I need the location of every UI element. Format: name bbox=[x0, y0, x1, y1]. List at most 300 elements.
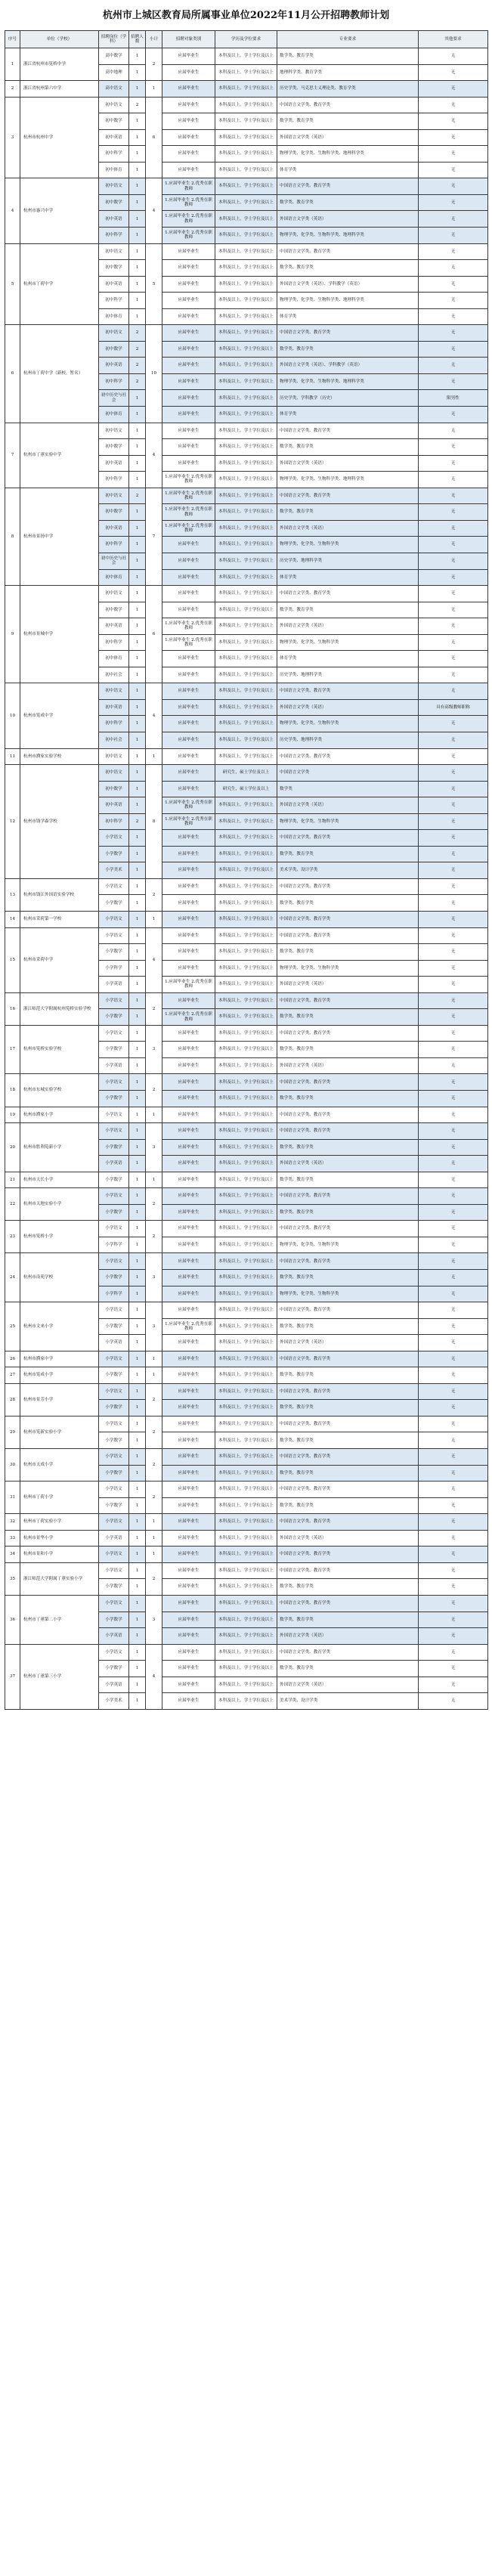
cell-target: 应届毕业生 bbox=[162, 1383, 215, 1400]
cell-school: 杭州市采荷中学 bbox=[20, 927, 99, 992]
cell-major: 数学类、教育学类 bbox=[277, 1465, 419, 1482]
cell-other: 无 bbox=[419, 504, 488, 521]
cell-subject: 小学数学 bbox=[99, 1400, 129, 1416]
cell-count: 1 bbox=[129, 634, 146, 651]
cell-subject: 初中语文 bbox=[99, 325, 129, 342]
cell-other: 无 bbox=[419, 1253, 488, 1270]
cell-other: 无 bbox=[419, 1547, 488, 1563]
cell-count: 1 bbox=[129, 1351, 146, 1367]
cell-major: 中国语言文学类、教育学类 bbox=[277, 1383, 419, 1400]
cell-subject: 小学美术 bbox=[99, 862, 129, 879]
cell-degree: 本科及以上，学士学位及以上 bbox=[215, 520, 277, 537]
cell-count: 1 bbox=[129, 260, 146, 277]
cell-major: 物理学类、化学类、生物科学类、地理科学类 bbox=[277, 373, 419, 390]
cell-subject: 初中科学 bbox=[99, 634, 129, 651]
cell-major: 外国语言文学类（英语） bbox=[277, 455, 419, 472]
cell-target: 应届毕业生 bbox=[162, 1465, 215, 1482]
cell-subject: 初中语文 bbox=[99, 488, 129, 504]
cell-other: 无 bbox=[419, 977, 488, 993]
cell-major: 数学类、教育学类 bbox=[277, 1091, 419, 1107]
cell-count: 2 bbox=[129, 341, 146, 358]
cell-target: 应届毕业生 bbox=[162, 341, 215, 358]
cell-degree: 本科及以上，学士学位及以上 bbox=[215, 407, 277, 423]
table-row bbox=[5, 683, 488, 700]
cell-degree: 本科及以上，学士学位及以上 bbox=[215, 129, 277, 146]
cell-major: 体育学类 bbox=[277, 651, 419, 667]
cell-other: 无 bbox=[419, 1383, 488, 1400]
cell-school: 杭州市丁蕙第三小学 bbox=[20, 1644, 99, 1709]
cell-school: 杭州市丁荷中学（新校，暂名） bbox=[20, 325, 99, 423]
cell-major: 中国语言文学类、教育学类 bbox=[277, 1514, 419, 1531]
cell-other: 无 bbox=[419, 1482, 488, 1498]
cell-subject: 小学语文 bbox=[99, 1562, 129, 1579]
cell-count: 1 bbox=[129, 781, 146, 797]
table-row bbox=[5, 48, 488, 65]
cell-other: 无 bbox=[419, 1432, 488, 1449]
cell-degree: 本科及以上，学士学位及以上 bbox=[215, 504, 277, 521]
cell-count: 1 bbox=[129, 81, 146, 98]
cell-other: 无 bbox=[419, 358, 488, 374]
cell-target: 应届毕业生 bbox=[162, 243, 215, 260]
cell-count: 1 bbox=[129, 586, 146, 602]
cell-index: 13 bbox=[5, 878, 20, 911]
cell-subject: 初中英语 bbox=[99, 129, 129, 146]
cell-count: 1 bbox=[129, 1156, 146, 1172]
cell-target: 应届毕业生 bbox=[162, 732, 215, 748]
cell-school: 杭州市东城实验学校 bbox=[20, 1074, 99, 1107]
cell-major: 外国语言文学类（英语） bbox=[277, 1156, 419, 1172]
cell-index: 17 bbox=[5, 1025, 20, 1074]
cell-school: 杭州市笕桥实验学校 bbox=[20, 1025, 99, 1074]
cell-count: 1 bbox=[129, 1107, 146, 1123]
cell-degree: 本科及以上，学士学位及以上 bbox=[215, 293, 277, 309]
table-row bbox=[5, 1482, 488, 1498]
cell-other: 无 bbox=[419, 1107, 488, 1123]
cell-target: 应届毕业生 bbox=[162, 373, 215, 390]
cell-other: 无 bbox=[419, 1204, 488, 1221]
cell-count: 1 bbox=[129, 1057, 146, 1074]
cell-target: 应届毕业生 bbox=[162, 878, 215, 895]
cell-degree: 本科及以上，学士学位及以上 bbox=[215, 178, 277, 195]
table-row bbox=[5, 911, 488, 927]
cell-degree: 本科及以上，学士学位及以上 bbox=[215, 1270, 277, 1286]
cell-target: 应届毕业生 bbox=[162, 1057, 215, 1074]
recruitment-table-wrap bbox=[5, 30, 487, 1710]
cell-subject: 小学语文 bbox=[99, 1025, 129, 1042]
cell-degree: 本科及以上，学士学位及以上 bbox=[215, 308, 277, 325]
cell-school: 杭州市濮家小学 bbox=[20, 1107, 99, 1123]
cell-target: 应届毕业生 bbox=[162, 1595, 215, 1612]
cell-index: 21 bbox=[5, 1172, 20, 1188]
cell-target: 应届毕业生 bbox=[162, 162, 215, 178]
cell-major: 中国语言文学类、教育学类 bbox=[277, 423, 419, 439]
cell-subject: 初中数学 bbox=[99, 504, 129, 521]
cell-target: 应届毕业生 bbox=[162, 439, 215, 456]
table-row bbox=[5, 1367, 488, 1384]
cell-count: 1 bbox=[129, 1253, 146, 1270]
cell-other: 无 bbox=[419, 228, 488, 244]
cell-index: 5 bbox=[5, 243, 20, 325]
cell-major: 外国语言文学类（英语） bbox=[277, 129, 419, 146]
cell-target: 应届毕业生 bbox=[162, 1612, 215, 1628]
cell-school: 杭州市笕桥小学 bbox=[20, 1221, 99, 1253]
cell-count: 1 bbox=[129, 944, 146, 961]
cell-degree: 本科及以上，学士学位及以上 bbox=[215, 813, 277, 830]
cell-other: 无 bbox=[419, 373, 488, 390]
cell-count: 1 bbox=[129, 1612, 146, 1628]
cell-subject: 初中数学 bbox=[99, 439, 129, 456]
cell-other: 无 bbox=[419, 1074, 488, 1091]
cell-subtotal: 4 bbox=[146, 178, 162, 243]
cell-degree: 本科及以上，学士学位及以上 bbox=[215, 927, 277, 944]
cell-subtotal: 3 bbox=[146, 1025, 162, 1074]
cell-degree: 本科及以上，学士学位及以上 bbox=[215, 1139, 277, 1156]
cell-school: 杭州市胜利笕新小学 bbox=[20, 1123, 99, 1172]
cell-subtotal: 2 bbox=[146, 992, 162, 1025]
cell-target: 应届毕业生 bbox=[162, 1237, 215, 1253]
cell-index: 32 bbox=[5, 1514, 20, 1531]
cell-subject: 初中体育 bbox=[99, 651, 129, 667]
cell-count: 1 bbox=[129, 1482, 146, 1498]
cell-count: 1 bbox=[129, 308, 146, 325]
cell-count: 1 bbox=[129, 1514, 146, 1531]
cell-degree: 本科及以上，学士学位及以上 bbox=[215, 1057, 277, 1074]
cell-school: 杭州市杭州中学 bbox=[20, 97, 99, 178]
cell-count: 1 bbox=[129, 228, 146, 244]
cell-count: 1 bbox=[129, 960, 146, 977]
cell-subtotal: 2 bbox=[146, 1482, 162, 1514]
cell-count: 1 bbox=[129, 1383, 146, 1400]
cell-major: 中国语言文学类、教育学类 bbox=[277, 1188, 419, 1205]
cell-count: 1 bbox=[129, 862, 146, 879]
cell-major: 中国语言文学类、教育学类 bbox=[277, 1107, 419, 1123]
cell-degree: 本科及以上，学士学位及以上 bbox=[215, 586, 277, 602]
cell-other: 无 bbox=[419, 162, 488, 178]
cell-other: 无 bbox=[419, 472, 488, 488]
cell-subtotal: 7 bbox=[146, 488, 162, 585]
cell-degree: 本科及以上，学士学位及以上 bbox=[215, 569, 277, 586]
cell-school: 杭州市惠兴中学 bbox=[20, 178, 99, 243]
header-major: 专业要求 bbox=[277, 31, 419, 48]
cell-degree: 本科及以上，学士学位及以上 bbox=[215, 341, 277, 358]
cell-target: 应届毕业生 bbox=[162, 407, 215, 423]
cell-other: 无 bbox=[419, 716, 488, 732]
cell-other: 无 bbox=[419, 1172, 488, 1188]
cell-other: 无 bbox=[419, 781, 488, 797]
cell-degree: 本科及以上，学士学位及以上 bbox=[215, 977, 277, 993]
cell-degree: 本科及以上，学士学位及以上 bbox=[215, 1172, 277, 1188]
cell-degree: 本科及以上，学士学位及以上 bbox=[215, 1042, 277, 1058]
cell-other: 无 bbox=[419, 1221, 488, 1237]
cell-target: 应届毕业生 bbox=[162, 48, 215, 65]
table-row bbox=[5, 878, 488, 895]
cell-subtotal: 2 bbox=[146, 878, 162, 911]
cell-major: 美术学类、设计学类 bbox=[277, 1693, 419, 1710]
cell-school: 杭州市钱江外国语实验学校 bbox=[20, 878, 99, 911]
cell-subject: 小学语文 bbox=[99, 1449, 129, 1466]
cell-index: 10 bbox=[5, 683, 20, 748]
cell-major: 外国语言文学类（英语） bbox=[277, 1530, 419, 1547]
table-row bbox=[5, 992, 488, 1009]
cell-major: 数学类、教育学类 bbox=[277, 1318, 419, 1335]
cell-other: 无 bbox=[419, 407, 488, 423]
cell-other: 无 bbox=[419, 732, 488, 748]
cell-major: 历史学类、地理科学类 bbox=[277, 553, 419, 569]
cell-target: 1.应届毕业生 2.优秀在职教师 bbox=[162, 977, 215, 993]
cell-major: 物理学类、化学类、生物科学类 bbox=[277, 537, 419, 553]
cell-subject: 初中历史与社会 bbox=[99, 390, 129, 407]
cell-subject: 初中数学 bbox=[99, 341, 129, 358]
cell-subject: 小学语文 bbox=[99, 1351, 129, 1367]
cell-school: 杭州市南苑学校 bbox=[20, 1253, 99, 1302]
cell-other: 无 bbox=[419, 1091, 488, 1107]
cell-subject: 小学语文 bbox=[99, 1644, 129, 1661]
cell-other: 无 bbox=[419, 537, 488, 553]
cell-other: 无 bbox=[419, 1449, 488, 1466]
cell-count: 1 bbox=[129, 1595, 146, 1612]
cell-subject: 小学语文 bbox=[99, 1188, 129, 1205]
cell-subject: 小学英语 bbox=[99, 1530, 129, 1547]
cell-degree: 本科及以上，学士学位及以上 bbox=[215, 1497, 277, 1514]
cell-degree: 本科及以上，学士学位及以上 bbox=[215, 48, 277, 65]
cell-target: 应届毕业生 bbox=[162, 129, 215, 146]
cell-degree: 本科及以上，学士学位及以上 bbox=[215, 1009, 277, 1026]
cell-major: 数学类 bbox=[277, 781, 419, 797]
cell-other: 无 bbox=[419, 1123, 488, 1140]
cell-school: 杭州市笕新实验小学 bbox=[20, 1416, 99, 1448]
cell-subject: 小学英语 bbox=[99, 1335, 129, 1351]
cell-major: 中国语言文学类、教育学类 bbox=[277, 992, 419, 1009]
cell-subtotal: 1 bbox=[146, 1107, 162, 1123]
cell-other: 无 bbox=[419, 1367, 488, 1384]
cell-other: 无 bbox=[419, 1644, 488, 1661]
cell-major: 中国语言文学类、教育学类 bbox=[277, 586, 419, 602]
cell-subject: 初中英语 bbox=[99, 211, 129, 228]
cell-other: 无 bbox=[419, 1416, 488, 1432]
document-title: 杭州市上城区教育局所属事业单位2022年11月公开招聘教师计划 bbox=[102, 10, 390, 21]
cell-school: 杭州市濮家中学 bbox=[20, 1351, 99, 1367]
cell-major: 物理学类、化学类、生物科学类 bbox=[277, 716, 419, 732]
cell-major: 数学类、教育学类 bbox=[277, 1367, 419, 1384]
cell-index: 33 bbox=[5, 1530, 20, 1547]
cell-major: 外国语言文学类（英语） bbox=[277, 699, 419, 716]
cell-degree: 本科及以上，学士学位及以上 bbox=[215, 651, 277, 667]
cell-other: 无 bbox=[419, 895, 488, 912]
cell-major: 物理学类、化学类、生物科学类 bbox=[277, 1237, 419, 1253]
cell-subject: 小学数学 bbox=[99, 846, 129, 862]
cell-index: 8 bbox=[5, 488, 20, 585]
cell-target: 应届毕业生 bbox=[162, 651, 215, 667]
cell-other: 无 bbox=[419, 1237, 488, 1253]
cell-major: 数学类、教育学类 bbox=[277, 260, 419, 277]
cell-subject: 小学语文 bbox=[99, 878, 129, 895]
cell-count: 1 bbox=[129, 162, 146, 178]
cell-subtotal: 2 bbox=[146, 1221, 162, 1253]
header-subject: 招聘岗位（学科） bbox=[99, 31, 129, 48]
cell-major: 历史学类、地理科学类 bbox=[277, 732, 419, 748]
table-row bbox=[5, 1351, 488, 1367]
cell-target: 应届毕业生 bbox=[162, 1123, 215, 1140]
cell-index: 4 bbox=[5, 178, 20, 243]
cell-other: 无 bbox=[419, 667, 488, 683]
cell-other: 无 bbox=[419, 927, 488, 944]
cell-degree: 本科及以上，学士学位及以上 bbox=[215, 732, 277, 748]
cell-degree: 本科及以上，学士学位及以上 bbox=[215, 1123, 277, 1140]
cell-count: 1 bbox=[129, 293, 146, 309]
cell-degree: 本科及以上，学士学位及以上 bbox=[215, 1204, 277, 1221]
cell-major: 数学类、教育学类 bbox=[277, 1172, 419, 1188]
cell-major: 数学类、教育学类 bbox=[277, 48, 419, 65]
cell-degree: 本科及以上，学士学位及以上 bbox=[215, 1237, 277, 1253]
cell-other: 无 bbox=[419, 1693, 488, 1710]
cell-major: 数学类、教育学类 bbox=[277, 1432, 419, 1449]
cell-degree: 本科及以上，学士学位及以上 bbox=[215, 878, 277, 895]
cell-subject: 初中语文 bbox=[99, 765, 129, 782]
cell-subject: 初中科学 bbox=[99, 373, 129, 390]
cell-school: 杭州市景华小学 bbox=[20, 1530, 99, 1547]
cell-major: 外国语言文学类（英语） bbox=[277, 618, 419, 635]
cell-subtotal: 8 bbox=[146, 765, 162, 879]
cell-degree: 本科及以上，学士学位及以上 bbox=[215, 1416, 277, 1432]
cell-target: 1.应届毕业生 2.优秀在职教师 bbox=[162, 634, 215, 651]
table-row bbox=[5, 423, 488, 439]
cell-other: 无 bbox=[419, 797, 488, 814]
cell-subtotal: 2 bbox=[146, 1416, 162, 1448]
cell-subtotal: 2 bbox=[146, 1562, 162, 1595]
cell-target: 应届毕业生 bbox=[162, 586, 215, 602]
cell-major: 数学类、教育学类 bbox=[277, 1204, 419, 1221]
cell-target: 应届毕业生 bbox=[162, 553, 215, 569]
table-row bbox=[5, 1302, 488, 1319]
cell-target: 应届毕业生 bbox=[162, 992, 215, 1009]
cell-major: 中国语言文学类、教育学类 bbox=[277, 1644, 419, 1661]
cell-other: 无 bbox=[419, 341, 488, 358]
cell-target: 应届毕业生 bbox=[162, 830, 215, 847]
cell-major: 体育学类 bbox=[277, 569, 419, 586]
cell-other: 具有高级教师职称 bbox=[419, 699, 488, 716]
cell-index: 20 bbox=[5, 1123, 20, 1172]
cell-degree: 本科及以上，学士学位及以上 bbox=[215, 1677, 277, 1693]
cell-count: 1 bbox=[129, 1367, 146, 1384]
cell-target: 应届毕业生 bbox=[162, 537, 215, 553]
cell-major: 外国语言文学类（英语） bbox=[277, 797, 419, 814]
cell-degree: 本科及以上，学士学位及以上 bbox=[215, 992, 277, 1009]
cell-count: 1 bbox=[129, 1497, 146, 1514]
cell-index: 36 bbox=[5, 1595, 20, 1644]
cell-other: 无 bbox=[419, 813, 488, 830]
cell-target: 应届毕业生 bbox=[162, 1628, 215, 1645]
cell-target: 应届毕业生 bbox=[162, 699, 215, 716]
cell-major: 数学类、教育学类 bbox=[277, 439, 419, 456]
cell-count: 1 bbox=[129, 732, 146, 748]
cell-school: 杭州市丁蕙第二小学 bbox=[20, 1595, 99, 1644]
cell-other: 无 bbox=[419, 748, 488, 765]
cell-subject: 小学数学 bbox=[99, 1432, 129, 1449]
cell-subtotal: 4 bbox=[146, 927, 162, 992]
cell-major: 数学类、教育学类 bbox=[277, 504, 419, 521]
cell-target: 应届毕业生 bbox=[162, 748, 215, 765]
cell-target: 应届毕业生 bbox=[162, 358, 215, 374]
cell-count: 1 bbox=[129, 618, 146, 635]
cell-major: 中国语言文学类、教育学类 bbox=[277, 1547, 419, 1563]
cell-count: 1 bbox=[129, 129, 146, 146]
cell-count: 1 bbox=[129, 553, 146, 569]
cell-degree: 本科及以上，学士学位及以上 bbox=[215, 1107, 277, 1123]
cell-degree: 本科及以上，学士学位及以上 bbox=[215, 1595, 277, 1612]
cell-target: 应届毕业生 bbox=[162, 781, 215, 797]
cell-other: 无 bbox=[419, 1514, 488, 1531]
cell-count: 2 bbox=[129, 97, 146, 113]
cell-other: 无 bbox=[419, 194, 488, 211]
cell-degree: 本科及以上，学士学位及以上 bbox=[215, 373, 277, 390]
cell-major: 数学类、教育学类 bbox=[277, 1042, 419, 1058]
cell-major: 物理学类、化学类、生物科学类、地理科学类 bbox=[277, 472, 419, 488]
cell-major: 物理学类、化学类、生物科学类、地理科学类 bbox=[277, 293, 419, 309]
cell-school: 杭州市钱学森学校 bbox=[20, 765, 99, 879]
cell-subject: 小学数学 bbox=[99, 1579, 129, 1596]
cell-subtotal: 1 bbox=[146, 911, 162, 927]
cell-major: 地理科学类、教育学类 bbox=[277, 64, 419, 81]
cell-subject: 初中英语 bbox=[99, 699, 129, 716]
cell-index: 37 bbox=[5, 1644, 20, 1709]
cell-major: 外国语言文学类（英语） bbox=[277, 1628, 419, 1645]
cell-target: 应届毕业生 bbox=[162, 1351, 215, 1367]
cell-other: 无 bbox=[419, 423, 488, 439]
cell-other: 无 bbox=[419, 1400, 488, 1416]
cell-subtotal: 2 bbox=[146, 1074, 162, 1107]
cell-school: 杭州市笕成中学 bbox=[20, 683, 99, 748]
cell-count: 1 bbox=[129, 1091, 146, 1107]
cell-degree: 本科及以上，学士学位及以上 bbox=[215, 1302, 277, 1319]
header-degree: 学历及学位要求 bbox=[215, 31, 277, 48]
cell-degree: 本科及以上，学士学位及以上 bbox=[215, 488, 277, 504]
cell-target: 1.应届毕业生 2.优秀在职教师 bbox=[162, 178, 215, 195]
cell-subject: 小学数学 bbox=[99, 1091, 129, 1107]
cell-major: 中国语言文学类、教育学类 bbox=[277, 1302, 419, 1319]
cell-count: 1 bbox=[129, 1172, 146, 1188]
cell-subject: 小学数学 bbox=[99, 1139, 129, 1156]
cell-degree: 本科及以上，学士学位及以上 bbox=[215, 748, 277, 765]
cell-subject: 小学数学 bbox=[99, 1367, 129, 1384]
cell-subtotal: 3 bbox=[146, 1595, 162, 1644]
cell-index: 7 bbox=[5, 423, 20, 488]
cell-count: 1 bbox=[129, 1318, 146, 1335]
cell-major: 外国语言文学类（英语） bbox=[277, 1335, 419, 1351]
cell-count: 2 bbox=[129, 488, 146, 504]
cell-subject: 初中语文 bbox=[99, 748, 129, 765]
table-row bbox=[5, 1123, 488, 1140]
cell-subject: 小学美术 bbox=[99, 1693, 129, 1710]
cell-target: 应届毕业生 bbox=[162, 260, 215, 277]
cell-count: 1 bbox=[129, 1042, 146, 1058]
cell-subject: 小学英语 bbox=[99, 977, 129, 993]
cell-major: 数学类、教育学类 bbox=[277, 1009, 419, 1026]
cell-index: 23 bbox=[5, 1221, 20, 1253]
cell-subtotal: 5 bbox=[146, 243, 162, 325]
cell-degree: 本科及以上，学士学位及以上 bbox=[215, 1156, 277, 1172]
cell-degree: 本科及以上，学士学位及以上 bbox=[215, 439, 277, 456]
cell-major: 中国语言文学类、教育学类 bbox=[277, 748, 419, 765]
cell-major: 中国语言文学类、教育学类 bbox=[277, 683, 419, 700]
cell-target: 应届毕业生 bbox=[162, 1661, 215, 1677]
table-row bbox=[5, 1562, 488, 1579]
cell-count: 2 bbox=[129, 325, 146, 342]
cell-target: 应届毕业生 bbox=[162, 1547, 215, 1563]
cell-index: 22 bbox=[5, 1188, 20, 1221]
cell-count: 1 bbox=[129, 423, 146, 439]
cell-count: 1 bbox=[129, 537, 146, 553]
cell-degree: 本科及以上，学士学位及以上 bbox=[215, 97, 277, 113]
